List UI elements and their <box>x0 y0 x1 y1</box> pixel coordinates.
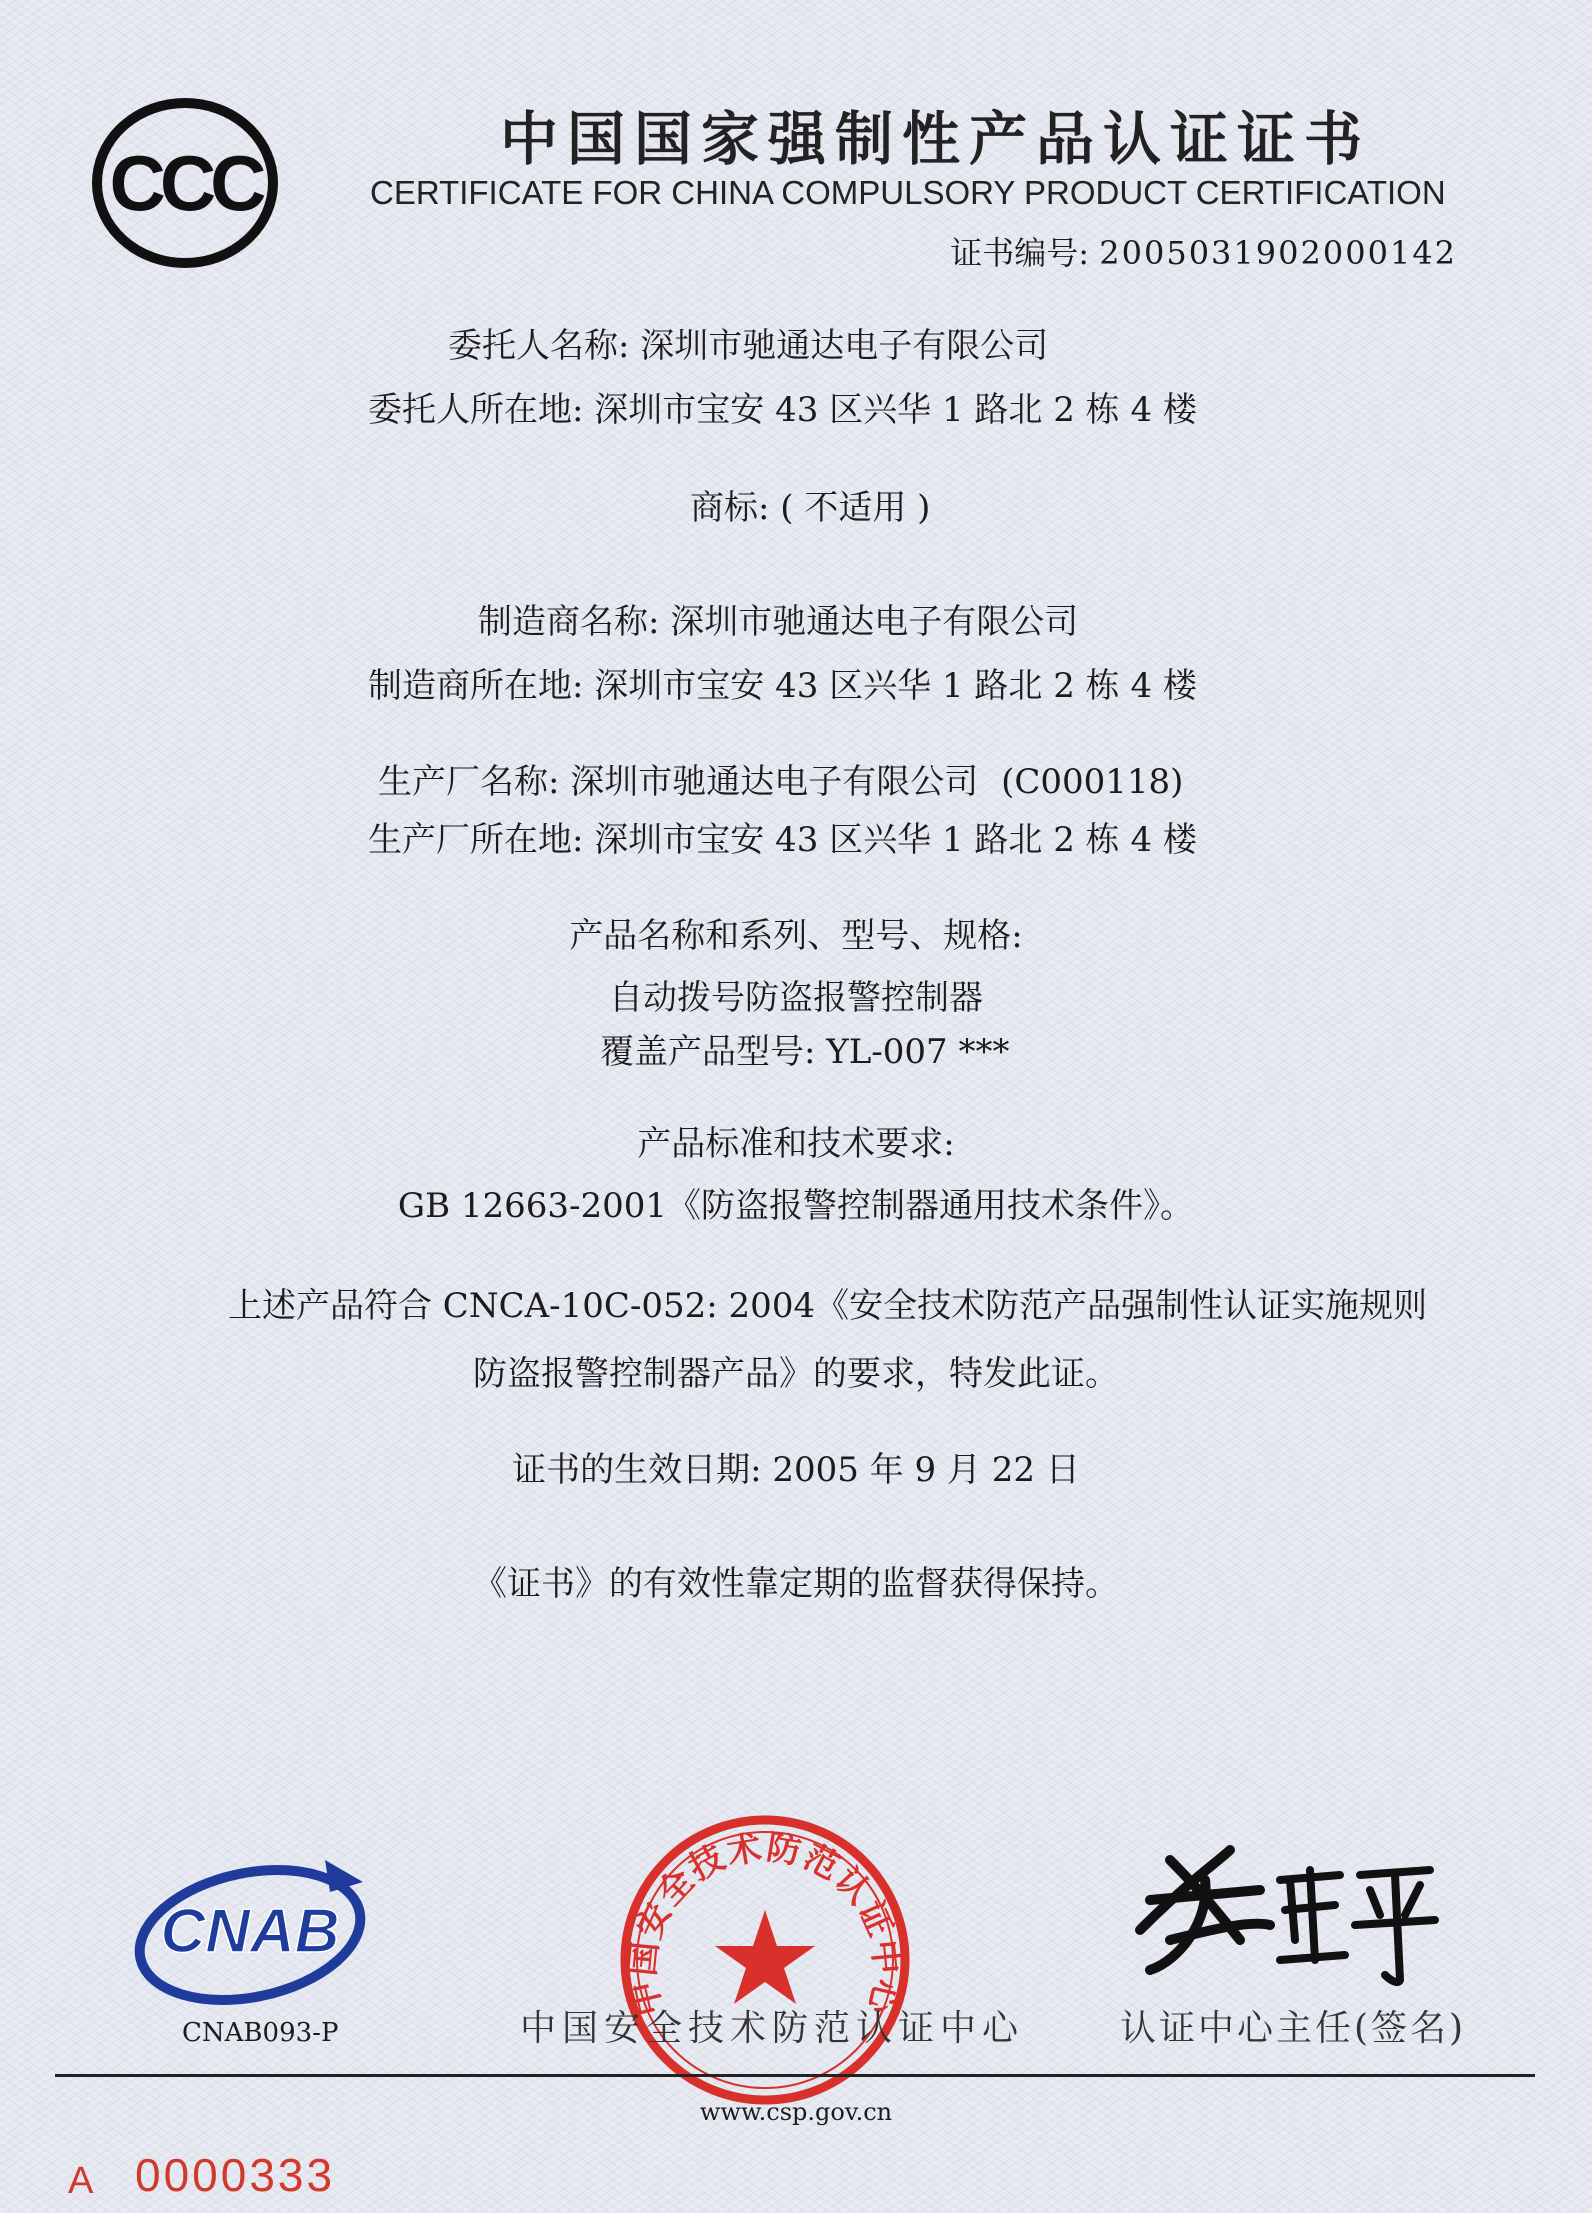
manufacturer-address-label: 制造商所在地: <box>368 666 584 706</box>
factory-name-row <box>378 754 1183 803</box>
effective-date-label: 证书的生效日期: <box>512 1450 762 1490</box>
trademark-label: 商标: <box>690 488 770 528</box>
trademark-row <box>690 480 930 529</box>
product-model-label: 覆盖产品型号: <box>600 1032 816 1072</box>
product-name: 自动拨号防盗报警控制器 <box>609 978 983 1018</box>
certification-center-name: 中国安全技术防范认证中心 <box>520 2008 1025 2049</box>
serial-letter: A <box>68 2160 94 2202</box>
svg-text:中国安全技术防范认证中心: 中国安全技术防范认证中心 <box>622 1827 908 2020</box>
effective-date-row <box>0 1442 1592 1491</box>
director-label: 认证中心主任(签名) <box>1120 2008 1467 2049</box>
trademark-value: ( 不适用 ) <box>780 488 931 528</box>
standard-value: GB 12663-2001《防盗报警控制器通用技术条件》。 <box>397 1186 1195 1226</box>
certificate-title-cn: 中国国家强制性产品认证证书 <box>500 105 1372 173</box>
serial-number: 0000333 <box>135 2149 336 2201</box>
compliance-line-1: 上述产品符合 CNCA-10C-052: 2004《安全技术防范产品强制性认证实施规则 <box>228 1286 1428 1326</box>
footer-divider <box>55 2074 1535 2077</box>
manufacturer-name-label: 制造商名称: <box>478 602 660 642</box>
factory-address: 深圳市宝安 43 区兴华 1 路北 2 栋 4 楼 <box>594 820 1197 860</box>
cnab-code: CNAB093-P <box>182 2018 339 2048</box>
factory-name-label: 生产厂名称: <box>378 762 560 802</box>
certificate-number <box>950 228 1457 274</box>
compliance-line-2: 防盗报警控制器产品》的要求，特发此证。 <box>473 1354 1119 1394</box>
manufacturer-name: 深圳市驰通达电子有限公司 <box>670 602 1079 642</box>
manufacturer-address-row <box>368 658 1197 707</box>
official-seal <box>615 1810 915 2110</box>
product-model: YL-007 *** <box>826 1032 1010 1072</box>
factory-address-label: 生产厂所在地: <box>368 820 584 860</box>
factory-address-row <box>368 812 1197 861</box>
website: www.csp.gov.cn <box>699 2098 893 2126</box>
certificate-title-en: CERTIFICATE FOR CHINA COMPULSORY PRODUCT CERTIFICATION <box>370 174 1446 211</box>
validity-note: 《证书》的有效性靠定期的监督获得保持。 <box>473 1564 1119 1604</box>
factory-name: 深圳市驰通达电子有限公司 <box>570 762 979 802</box>
ccc-logo <box>90 88 280 278</box>
certificate-number-value: 2005031902000142 <box>1099 234 1457 272</box>
effective-date: 2005 年 9 月 22 日 <box>772 1450 1080 1490</box>
manufacturer-name-row <box>478 594 1078 643</box>
applicant-name: 深圳市驰通达电子有限公司 <box>640 326 1049 366</box>
applicant-address-row <box>368 382 1197 431</box>
manufacturer-address: 深圳市宝安 43 区兴华 1 路北 2 栋 4 楼 <box>594 666 1197 706</box>
factory-code: (C000118) <box>1001 762 1184 802</box>
director-signature <box>1110 1820 1450 1990</box>
applicant-name-label: 委托人名称: <box>448 326 630 366</box>
applicant-name-row <box>448 318 1048 367</box>
standard-heading: 产品标准和技术要求: <box>637 1124 955 1164</box>
applicant-address: 深圳市宝安 43 区兴华 1 路北 2 栋 4 楼 <box>594 390 1197 430</box>
applicant-address-label: 委托人所在地: <box>368 390 584 430</box>
svg-text:CCC: CCC <box>109 139 261 227</box>
product-heading: 产品名称和系列、型号、规格: <box>569 916 1023 956</box>
cnab-logo <box>125 1830 375 2030</box>
product-model-row <box>600 1024 1010 1073</box>
certificate-number-label: 证书编号: <box>950 234 1090 272</box>
svg-text:CNAB: CNAB <box>160 1897 340 1966</box>
